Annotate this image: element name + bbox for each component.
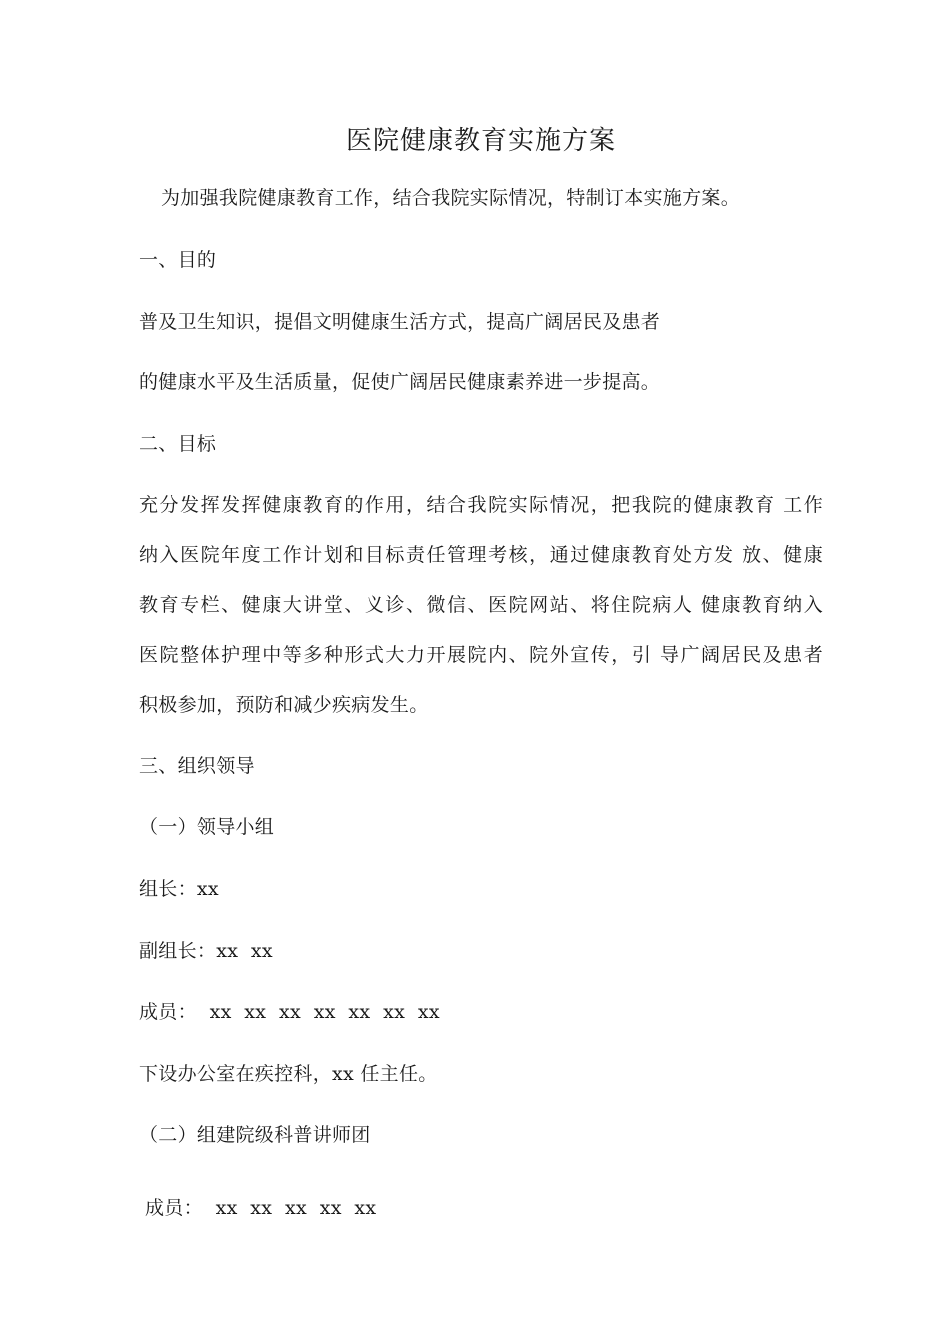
goal-line-3: 教育专栏、健康大讲堂、义诊、微信、医院网站、将住院病人 健康教育纳入 <box>139 594 823 616</box>
section-heading-goal: 二、目标 <box>139 433 217 455</box>
goal-line-1: 充分发挥发挥健康教育的作用，结合我院实际情况，把我院的健康教育 工作 <box>139 494 823 516</box>
lecturer-team-members: 成员： xx xx xx xx xx <box>145 1197 377 1219</box>
deputy-group-leader: 副组长：xx xx <box>139 940 273 962</box>
section-heading-purpose: 一、目的 <box>139 249 217 271</box>
purpose-line-2: 的健康水平及生活质量，促使广阔居民健康素养进一步提高。 <box>139 371 661 393</box>
office-statement: 下设办公室在疾控科，xx 任主任。 <box>139 1063 438 1085</box>
subsection-heading-leadership-group: （一）领导小组 <box>139 816 275 838</box>
goal-line-4: 医院整体护理中等多种形式大力开展院内、院外宣传，引 导广阔居民及患者 <box>139 644 823 666</box>
document-title: 医院健康教育实施方案 <box>345 126 616 156</box>
group-leader: 组长：xx <box>139 878 219 900</box>
goal-line-2: 纳入医院年度工作计划和目标责任管理考核，通过健康教育处方发 放、健康 <box>139 544 823 566</box>
group-members: 成员： xx xx xx xx xx xx xx <box>139 1001 440 1023</box>
intro-paragraph: 为加强我院健康教育工作，结合我院实际情况，特制订本实施方案。 <box>161 187 741 209</box>
purpose-line-1: 普及卫生知识，提倡文明健康生活方式，提高广阔居民及患者 <box>139 311 661 333</box>
goal-line-5: 积极参加，预防和减少疾病发生。 <box>139 694 429 716</box>
section-heading-organization: 三、组织领导 <box>139 755 255 777</box>
subsection-heading-lecturer-team: （二）组建院级科普讲师团 <box>139 1124 371 1146</box>
